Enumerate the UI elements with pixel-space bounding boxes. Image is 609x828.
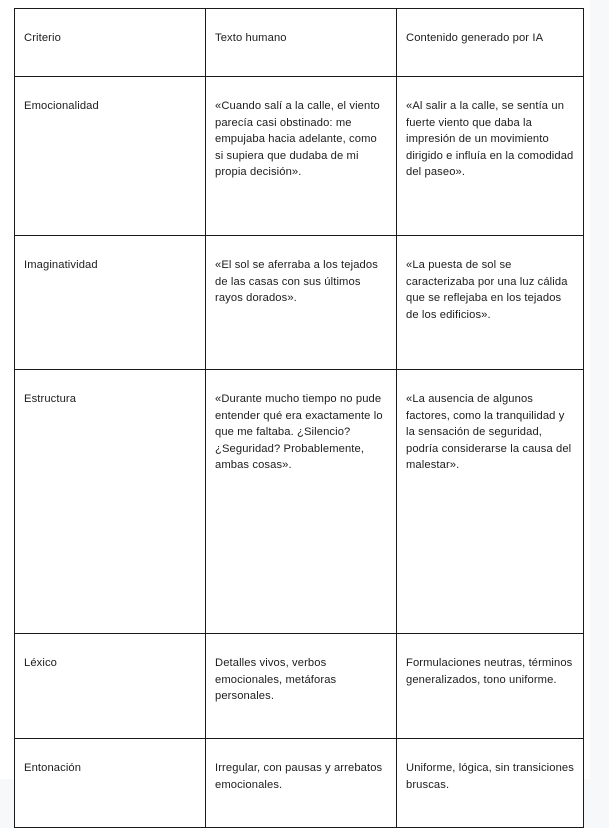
cell-texto-humano bbox=[206, 739, 397, 828]
cell-contenido-ia bbox=[397, 77, 584, 236]
cell-contenido-ia-text: «Al salir a la calle, se sentía un fuerte viento que daba la impresión de un movimiento dirigido e influía en la comodidad del paseo». bbox=[406, 100, 577, 179]
cell-texto-humano-text: Irregular, con pausas y arrebatos emocionales. bbox=[215, 762, 386, 791]
column-header-ia bbox=[397, 9, 584, 77]
cell-contenido-ia-text: Uniforme, lógica, sin transiciones bruscas. bbox=[406, 762, 578, 791]
cell-contenido-ia-text: «La puesta de sol se caracterizaba por una luz cálida que se reflejaba en los tejados de los edificios». bbox=[406, 259, 571, 321]
cell-contenido-ia-text: Formulaciones neutras, términos generalizados, tono uniforme. bbox=[406, 657, 576, 686]
table-row bbox=[15, 634, 584, 739]
cell-contenido-ia bbox=[397, 236, 584, 370]
cell-criterio-text: Léxico bbox=[24, 657, 58, 669]
cell-criterio-text: Emocionalidad bbox=[24, 100, 99, 112]
cell-texto-humano bbox=[206, 634, 397, 739]
cell-texto-humano bbox=[206, 370, 397, 634]
cell-criterio bbox=[15, 370, 206, 634]
criteria-comparison-table bbox=[14, 8, 584, 828]
column-header-criterio bbox=[15, 9, 206, 77]
table-row bbox=[15, 739, 584, 828]
table-container bbox=[14, 8, 583, 828]
table-row bbox=[15, 236, 584, 370]
cell-criterio-text: Estructura bbox=[24, 393, 77, 405]
cell-criterio bbox=[15, 634, 206, 739]
column-header-humano bbox=[206, 9, 397, 77]
cell-criterio bbox=[15, 739, 206, 828]
cell-texto-humano-text: Detalles vivos, verbos emocionales, metáforas personales. bbox=[215, 657, 340, 703]
table-row bbox=[15, 370, 584, 634]
cell-texto-humano-text: «Cuando salí a la calle, el viento parecía casi obstinado: me empujaba hacia adelante, como si supiera que dudaba de mi propia decisión». bbox=[215, 100, 384, 179]
cell-contenido-ia bbox=[397, 634, 584, 739]
cell-texto-humano bbox=[206, 236, 397, 370]
cell-texto-humano bbox=[206, 77, 397, 236]
cell-texto-humano-text: «Durante mucho tiempo no pude entender qué era exactamente lo que me faltaba. ¿Silencio? ¿Seguridad? Probablemente, ambas cosas». bbox=[215, 393, 386, 472]
cell-texto-humano-text: «El sol se aferraba a los tejados de las casas con sus últimos rayos dorados». bbox=[215, 259, 382, 305]
cell-contenido-ia-text: «La ausencia de algunos factores, como la tranquilidad y la sensación de seguridad, podría considerarse la causa del malestar». bbox=[406, 393, 575, 472]
cell-criterio bbox=[15, 236, 206, 370]
cell-criterio-text: Imaginatividad bbox=[24, 259, 98, 271]
cell-criterio bbox=[15, 77, 206, 236]
column-header-criterio-label: Criterio bbox=[24, 32, 61, 44]
column-header-humano-label: Texto humano bbox=[215, 32, 287, 44]
cell-criterio-text: Entonación bbox=[24, 762, 82, 774]
column-header-ia-label: Contenido generado por IA bbox=[406, 32, 544, 44]
cell-contenido-ia bbox=[397, 739, 584, 828]
cell-contenido-ia bbox=[397, 370, 584, 634]
table-row bbox=[15, 77, 584, 236]
table-header-row bbox=[15, 9, 584, 77]
